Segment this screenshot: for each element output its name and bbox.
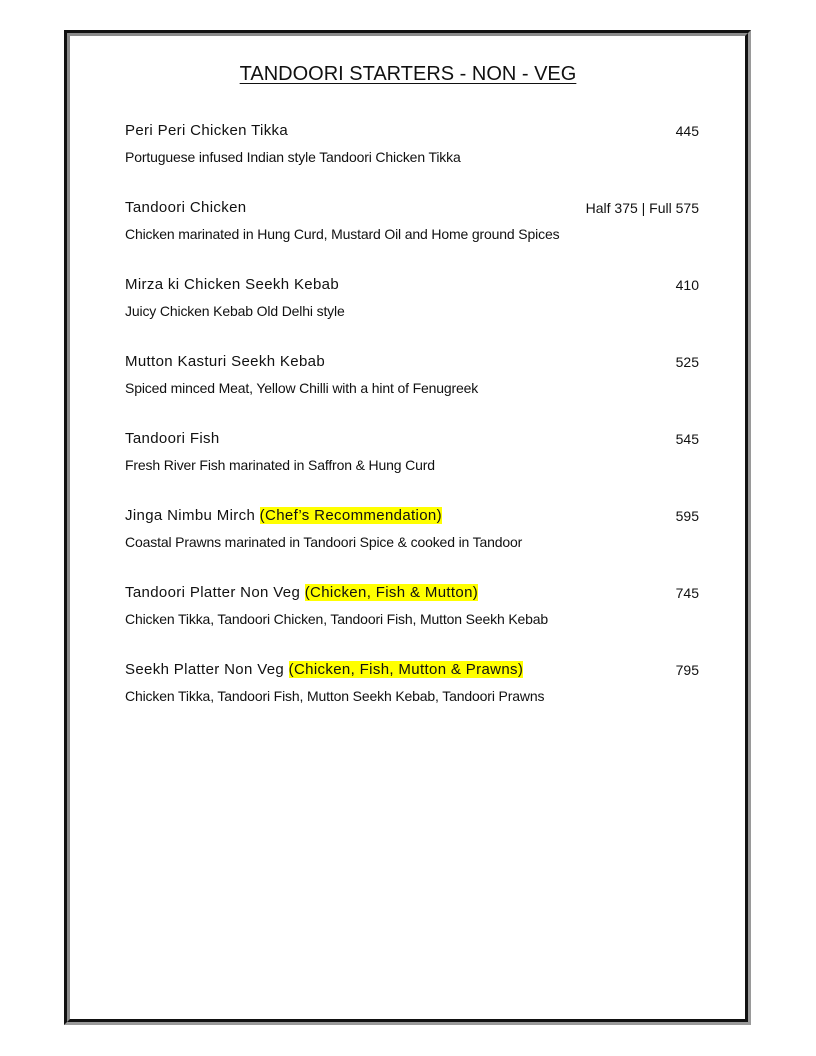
- item-name-text: Tandoori Chicken: [125, 199, 247, 216]
- item-name-text: Peri Peri Chicken Tikka: [125, 122, 289, 139]
- menu-item-mirza-ki-chicken-seekh-kebab: [125, 276, 699, 336]
- item-price: 445: [675, 123, 699, 139]
- menu-item-mutton-kasturi-seekh-kebab: [125, 353, 699, 413]
- menu-item-peri-peri-chicken-tikka: [125, 122, 699, 182]
- item-name: [125, 353, 325, 371]
- item-description: Chicken Tikka, Tandoori Fish, Mutton Seekh Kebab, Tandoori Prawns: [125, 688, 545, 704]
- item-note: (Chicken, Fish & Mutton): [304, 584, 479, 601]
- item-note: (Chicken, Fish, Mutton & Prawns): [288, 661, 524, 678]
- menu-item-tandoori-chicken: [125, 199, 699, 259]
- item-name: [125, 122, 288, 140]
- item-description: Juicy Chicken Kebab Old Delhi style: [125, 303, 345, 319]
- item-name-text: Tandoori Fish: [125, 430, 220, 447]
- menu-item-jinga-nimbu-mirch: [125, 507, 699, 567]
- item-name-text: Seekh Platter Non Veg: [125, 661, 289, 678]
- item-description: Chicken marinated in Hung Curd, Mustard Oil and Home ground Spices: [125, 226, 560, 242]
- item-price: 410: [675, 277, 699, 293]
- item-description: Coastal Prawns marinated in Tandoori Spice & cooked in Tandoor: [125, 534, 523, 550]
- chef-recommendation-badge: (Chef’s Recommendation): [259, 507, 442, 524]
- item-price: 595: [675, 508, 699, 524]
- menu-title-text: TANDOORI STARTERS - NON - VEG: [239, 63, 577, 85]
- item-name: [125, 276, 339, 294]
- item-name: [125, 507, 442, 525]
- menu-title: [0, 62, 816, 86]
- item-name: [125, 430, 220, 448]
- item-price: 545: [675, 431, 699, 447]
- item-name: [125, 199, 247, 217]
- item-name: [125, 584, 478, 602]
- item-description: Fresh River Fish marinated in Saffron & Hung Curd: [125, 457, 435, 473]
- item-name-text: Jinga Nimbu Mirch: [125, 507, 260, 524]
- item-price: 745: [675, 585, 699, 601]
- item-description: Spiced minced Meat, Yellow Chilli with a hint of Fenugreek: [125, 380, 479, 396]
- item-name-text: Mirza ki Chicken Seekh Kebab: [125, 276, 340, 293]
- item-name-text: Tandoori Platter Non Veg: [125, 584, 305, 601]
- menu-item-tandoori-platter-non-veg: [125, 584, 699, 644]
- menu-item-seekh-platter-non-veg: [125, 661, 699, 721]
- item-name: [125, 661, 523, 679]
- item-price: 525: [675, 354, 699, 370]
- item-price: 795: [675, 662, 699, 678]
- item-description: Chicken Tikka, Tandoori Chicken, Tandoori Fish, Mutton Seekh Kebab: [125, 611, 549, 627]
- item-name-text: Mutton Kasturi Seekh Kebab: [125, 353, 326, 370]
- item-description: Portuguese infused Indian style Tandoori Chicken Tikka: [125, 149, 461, 165]
- item-price: Half 375 | Full 575: [585, 200, 699, 216]
- menu-item-tandoori-fish: [125, 430, 699, 490]
